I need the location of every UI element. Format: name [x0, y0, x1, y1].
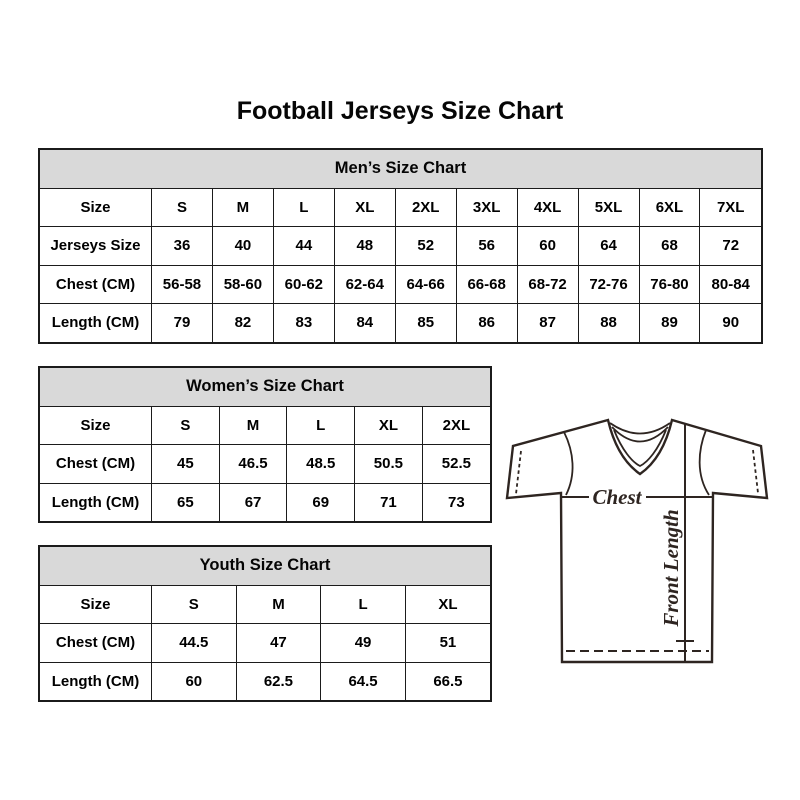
value-cell: 2XL [422, 407, 490, 445]
table-row [40, 227, 761, 266]
jersey-measurement-diagram [500, 400, 780, 685]
row-label-cell: Chest (CM) [40, 624, 152, 663]
value-cell: 3XL [456, 189, 517, 227]
row-label-cell: Chest (CM) [40, 265, 152, 304]
value-cell: 82 [212, 304, 273, 342]
table-row [40, 189, 761, 227]
front-length-label: Front Length [659, 509, 683, 627]
value-cell: 2XL [395, 189, 456, 227]
value-cell: 89 [639, 304, 700, 342]
value-cell: XL [355, 407, 423, 445]
value-cell: 83 [273, 304, 334, 342]
value-cell: 51 [405, 624, 490, 663]
mens-table [40, 189, 761, 342]
value-cell: 40 [212, 227, 273, 266]
value-cell: 56 [456, 227, 517, 266]
value-cell: 60 [517, 227, 578, 266]
table-row [40, 483, 490, 521]
right-cuff-dashed-icon [753, 450, 758, 493]
row-label-cell: Size [40, 586, 152, 624]
table-row [40, 586, 490, 624]
value-cell: 7XL [700, 189, 761, 227]
value-cell: 5XL [578, 189, 639, 227]
collar-band-icon [610, 423, 670, 434]
right-sleeve-seam-icon [700, 430, 709, 495]
mens-table-title: Men’s Size Chart [40, 150, 761, 189]
value-cell: 44 [273, 227, 334, 266]
value-cell: 4XL [517, 189, 578, 227]
value-cell: 62-64 [334, 265, 395, 304]
value-cell: 52 [395, 227, 456, 266]
womens-table [40, 407, 490, 522]
value-cell: 68 [639, 227, 700, 266]
left-cuff-dashed-icon [516, 451, 521, 494]
value-cell: 85 [395, 304, 456, 342]
table-row [40, 662, 490, 700]
table-row [40, 407, 490, 445]
chest-label: Chest [592, 485, 642, 509]
row-label-cell: Length (CM) [40, 483, 152, 521]
row-label-cell: Jerseys Size [40, 227, 152, 266]
row-label-cell: Length (CM) [40, 662, 152, 700]
value-cell: S [152, 586, 237, 624]
value-cell: L [321, 586, 406, 624]
page-title: Football Jerseys Size Chart [236, 97, 564, 125]
value-cell: 87 [517, 304, 578, 342]
value-cell: 46.5 [219, 445, 287, 484]
table-row [40, 265, 761, 304]
value-cell: XL [334, 189, 395, 227]
womens-table-title: Women’s Size Chart [40, 368, 490, 407]
value-cell: 65 [152, 483, 220, 521]
value-cell: 60 [152, 662, 237, 700]
value-cell: 66-68 [456, 265, 517, 304]
value-cell: 47 [236, 624, 321, 663]
youth-size-chart [38, 545, 492, 702]
value-cell: 36 [152, 227, 213, 266]
value-cell: 67 [219, 483, 287, 521]
value-cell: 52.5 [422, 445, 490, 484]
value-cell: 50.5 [355, 445, 423, 484]
value-cell: 45 [152, 445, 220, 484]
youth-table-title: Youth Size Chart [40, 547, 490, 586]
value-cell: 62.5 [236, 662, 321, 700]
value-cell: 58-60 [212, 265, 273, 304]
value-cell: 60-62 [273, 265, 334, 304]
value-cell: 64-66 [395, 265, 456, 304]
value-cell: 72-76 [578, 265, 639, 304]
value-cell: S [152, 407, 220, 445]
youth-table [40, 586, 490, 701]
value-cell: 6XL [639, 189, 700, 227]
row-label-cell: Size [40, 189, 152, 227]
value-cell: 72 [700, 227, 761, 266]
value-cell: 48 [334, 227, 395, 266]
table-row [40, 445, 490, 484]
value-cell: 69 [287, 483, 355, 521]
value-cell: 73 [422, 483, 490, 521]
value-cell: 64.5 [321, 662, 406, 700]
value-cell: 88 [578, 304, 639, 342]
womens-size-chart [38, 366, 492, 523]
value-cell: 79 [152, 304, 213, 342]
value-cell: 76-80 [639, 265, 700, 304]
value-cell: 84 [334, 304, 395, 342]
value-cell: 48.5 [287, 445, 355, 484]
value-cell: 90 [700, 304, 761, 342]
value-cell: 86 [456, 304, 517, 342]
value-cell: 49 [321, 624, 406, 663]
value-cell: 66.5 [405, 662, 490, 700]
value-cell: L [273, 189, 334, 227]
jersey-outline-icon [507, 420, 767, 662]
row-label-cell: Length (CM) [40, 304, 152, 342]
value-cell: 44.5 [152, 624, 237, 663]
value-cell: 56-58 [152, 265, 213, 304]
value-cell: 71 [355, 483, 423, 521]
value-cell: L [287, 407, 355, 445]
value-cell: 80-84 [700, 265, 761, 304]
row-label-cell: Size [40, 407, 152, 445]
value-cell: 64 [578, 227, 639, 266]
mens-size-chart [38, 148, 763, 344]
value-cell: M [236, 586, 321, 624]
value-cell: XL [405, 586, 490, 624]
value-cell: S [152, 189, 213, 227]
table-row [40, 624, 490, 663]
value-cell: M [219, 407, 287, 445]
value-cell: M [212, 189, 273, 227]
value-cell: 68-72 [517, 265, 578, 304]
left-sleeve-seam-icon [564, 432, 573, 495]
table-row [40, 304, 761, 342]
row-label-cell: Chest (CM) [40, 445, 152, 484]
